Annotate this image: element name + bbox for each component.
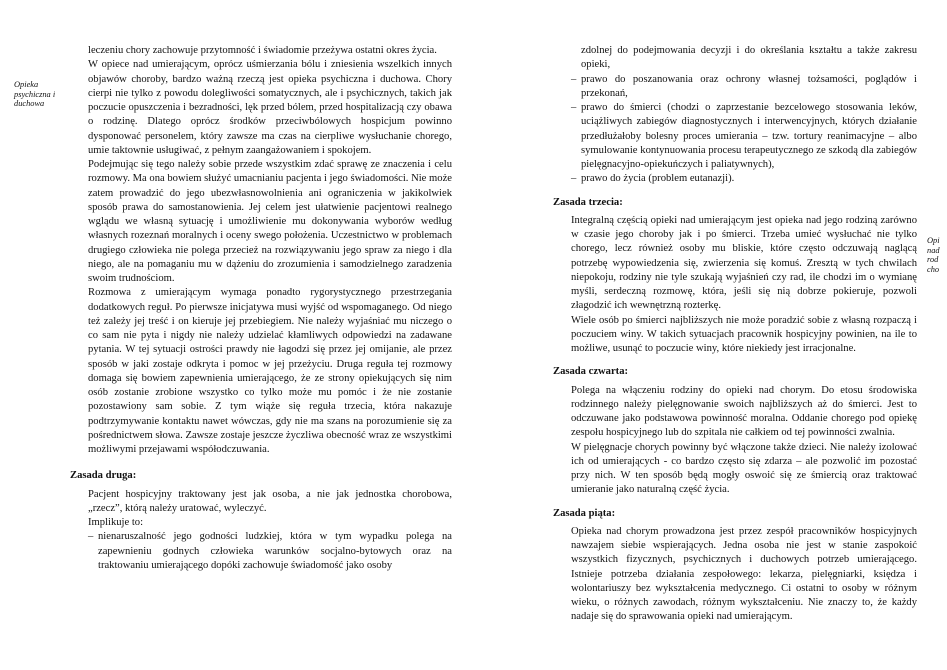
paragraph-rozmowa: Rozmowa z umierającym wymaga ponadto rygorystycznego przestrzegania dodatkowych reguł. Po pierwsze inicjatywa musi wyjść od wspomaganego. Od niego też zależy jej treść i on kieruje jej przebiegiem. Nie należy wyjaśniać mu niczego o co sam nie pyta i nigdy nie należy udzielać kłamliwych odpowiedzi na zadawane pytania. W tej sytuacji ostrości prawdy nie łagodzi się przez jej omijanie, ale przez sposób w jaki zostaje odkryta i pomoc w jej przeżyciu. Druga reguła tej rozmowy domaga się bowiem zapewnienia umierającego, że ze strony opiekujących się nim osób zostanie zrobione wszystko co tylko może mu pomóc i że nie zostanie pozostawiony sam sobie. Z tym wiąże się reguła trzecia, która nakazuje podtrzymywanie kontaktu nawet wówczas, gdy nie ma szans na porozumienie się za pośrednictwem słowa. Zawsze zostaje jeszcze życzliwa obecność wraz ze wszystkimi możliwymi przejawami współodczuwania. bbox=[88, 287, 452, 455]
margin-note-opieka: Opieka psychiczna i duchowa bbox=[14, 80, 56, 108]
heading-zasada-trzecia: Zasada trzecia: bbox=[553, 196, 623, 208]
heading-zasada-piata: Zasada piąta: bbox=[553, 507, 616, 519]
margin-note-opieka-rodzina: Opi nad rod cho bbox=[927, 236, 940, 274]
paragraph-druga: Pacjent hospicyjny traktowany jest jak osoba, a nie jak jednostka chorobowa, „rzecz”, którą należy uratować, wyleczyć. bbox=[88, 488, 452, 514]
paragraph-continuation: zdolnej do podejmowania decyzji i do określania kształtu a także zakresu opieki, bbox=[581, 45, 917, 71]
paragraph-opieka: W opiece nad umierającym, oprócz uśmierzania bólu i zniesienia wszelkich innych objawów choroby, bardzo ważną rzeczą jest opieka psychiczna i duchowa. Chory cierpi nie tylko z powodu dolegliwości somatycznych, ale i psychicznych, takich jak poczucie opuszczenia i bezradności, lęk przed bólem, przed hospitalizacją czy obawa o rodzinę. Dlatego oprócz środków przeciwbólowych hospicjum powinno dysponować personelem, który zawsze ma czas na cierpliwe wysłuchanie chorego, umie taktownie usługiwać, z pełnym zaangażowaniem i spokojem. bbox=[88, 59, 452, 156]
list-item: – nienaruszalność jego godności ludzkiej, która w tym wypadku polega na zapewnieniu godnych człowieka warunków socjalno-bytowych oraz na traktowaniu umierającego dopóki zachowuje świadomość jako osoby bbox=[88, 530, 452, 573]
list-item: – prawo do śmierci (chodzi o zaprzestanie bezcelowego stosowania leków, uciążliwych zabiegów diagnostycznych i interwencyjnych, których działanie przedłużałoby bolesny proces umierania – tzw. tortury reanimacyjne – albo symulowanie kontynuowania procesu terapeutycznego ze szkodą dla zabiegów pielęgnacyjno-opiekuńczych i paliatywnych), bbox=[571, 101, 917, 172]
list-item: – prawo do życia (problem eutanazji). bbox=[571, 172, 917, 186]
left-page bbox=[0, 0, 470, 670]
left-column-text bbox=[70, 44, 452, 573]
rights-list-right bbox=[571, 73, 917, 187]
paragraph-intro: leczeniu chory zachowuje przytomność i świadomie przeżywa ostatni okres życia. bbox=[88, 45, 437, 56]
paragraph-podejmujac: Podejmując się tego należy sobie przede wszystkim zdać sprawę ze znaczenia i celu rozmowy. Ma ona bowiem służyć umacnianiu pacjenta i jego świadomości. Nie może zatem prowadzić do jego ubezwłasnowolnienia ani ograniczenia w jakikolwiek sposób prawa do samostanowienia. Jej celem jest ułatwienie pacjentowi realnego wglądu we własną sytuację i umożliwienie mu dokonywania wyborów według własnych rozeznań moralnych i oceny swego położenia. Uczestnictwo w problemach drugiego człowieka nie polega przecież na rozwiązywaniu jego spraw za niego i dla niego, ale na pomaganiu mu w dążeniu do zrozumienia i samodzielnego zaradzenia swoim trudnościom. bbox=[88, 159, 452, 284]
paragraph-wiele: Wiele osób po śmierci najbliższych nie może poradzić sobie z własną rozpaczą i poczuciem winy. W takich sytuacjach pracownik hospicyjny powinien, na ile to możliwe, usunąć to poczucie winy, które niekiedy jest irracjonalne. bbox=[571, 314, 917, 354]
paragraph-implikuje: Implikuje to: bbox=[88, 517, 144, 528]
heading-zasada-druga: Zasada druga: bbox=[70, 470, 137, 482]
rights-list-left bbox=[88, 530, 452, 573]
paragraph-piata: Opieka nad chorym prowadzona jest przez zespół pracowników hospicyjnych nawzajem siebie wspierających. Jedna osoba nie jest w stanie zaspokoić wszystkich fizycznych, psychicznych i duchowych potrzeb umierającego. Istnieje potrzeba działania zespołowego: lekarza, pielęgniarki, księdza i wolontariuszy bez wykształcenia medycznego. Ci ostatni to osoby w różnym wieku, o różnych zawodach, różnym wykształceniu. Nie znaczy to, że każdy nadaje się do sprawowania opieki nad umierającym. bbox=[571, 525, 917, 623]
paragraph-trzecia: Integralną częścią opieki nad umierającym jest opieka nad jego rodziną zarówno w czasie jego choroby jak i po śmierci. Trzeba umieć wysłuchać nie tylko chorego, lecz również osoby mu bliskie, które często odczuwają naglącą potrzebę wypowiedzenia się, zwierzenia się komuś. Zresztą w tych chwilach niepokoju, rodziny nie tyle szukają wyjaśnień czy rad, ile chodzi im o wymianę myśli, serdeczną rozmowę, która, jeśli się nią dobrze pokieruje, pozwoli złagodzić ich wewnętrzną rozterkę. bbox=[571, 214, 917, 312]
heading-zasada-czwarta: Zasada czwarta: bbox=[553, 366, 629, 378]
right-column-text bbox=[553, 44, 917, 625]
right-page bbox=[475, 0, 947, 670]
paragraph-czwarta: Polega na włączeniu rodziny do opieki nad chorym. Do etosu środowiska rodzinnego należy pielęgnowanie swoich najbliższych aż do śmierci. Jest to odczuwane jako podstawowa powinność moralna. Oddanie chorego pod opiekę zespołu hospicyjnego lub do szpitala nie całkiem od tej powinności zwalnia. bbox=[571, 384, 917, 439]
list-item: – prawo do poszanowania oraz ochrony własnej tożsamości, poglądów i przekonań, bbox=[571, 73, 917, 102]
paragraph-dzieci: W pielęgnacje chorych powinny być włączone także dzieci. Nie należy izolować ich od umierających - co bardzo często się zdarza – ale pozwolić im pozostać przy nich. W ten sposób będą mogły oswoić się ze śmiercią oraz traktować umieranie jako naturalną część życia. bbox=[571, 441, 917, 496]
